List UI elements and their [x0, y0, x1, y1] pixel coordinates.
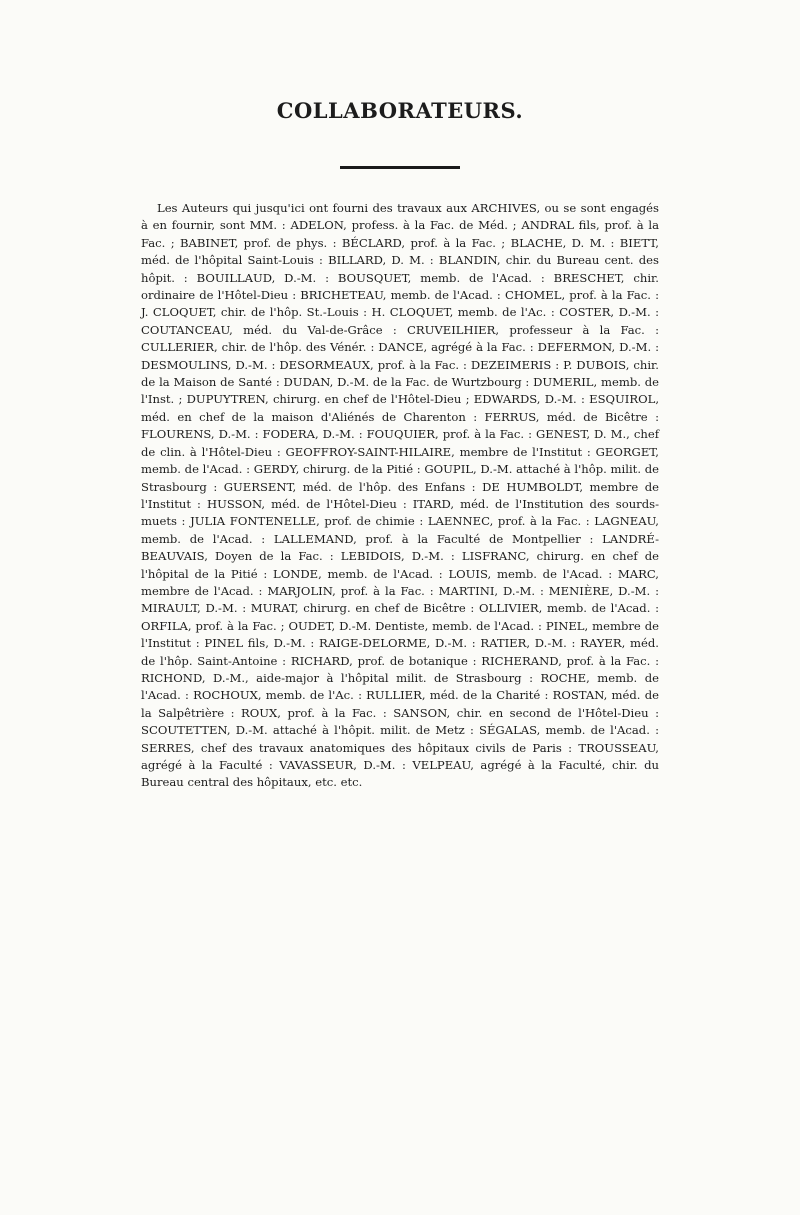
collaborators-paragraph: Les Auteurs qui jusqu'ici ont fourni des travaux aux ARCHIVES, ou se sont engagés à en fournir, sont MM. : ADELON, profess. à la Fac. de Méd. ; ANDRAL fils, prof. à la Fac. ; BABINET, prof. de phys. : BÉCLARD, prof. à la Fac. ; BLACHE, D. M. : BIETT, méd. de l'hôpital Saint-Louis : BILLARD, D. M. : BLANDIN, chir. du Bureau cent. des hôpit. : BOUILLAUD, D.-M. : BOUSQUET, memb. de l'Acad. : BRESCHET, chir. ordinaire de l'Hôtel-Dieu : BRICHETEAU, memb. de l'Acad. : CHOMEL, prof. à la Fac. : J. CLOQUET, chir. de l'hôp. St.-Louis : H. CLOQUET, memb. de l'Ac. : COSTER, D.-M. : COUTANCEAU, méd. du Val-de-Grâce : CRUVEILHIER, professeur à la Fac. : CULLERIER, chir. de l'hôp. des Vénér. : DANCE, agrégé à la Fac. : DEFERMON, D.-M. : DESMOULINS, D.-M. : DESORMEAUX, prof. à la Fac. : DEZEIMERIS : P. DUBOIS, chir. de la Maison de Santé : DUDAN, D.-M. de la Fac. de Wurtzbourg : DUMERIL, memb. de l'Inst. ; DUPUYTREN, chirurg. en chef de l'Hôtel-Dieu ; EDWARDS, D.-M. : ESQUIROL, méd. en chef de la maison d'Aliénés de Charenton : FERRUS, méd. de Bicêtre : FLOURENS, D.-M. : FODERA, D.-M. : FOUQUIER, prof. à la Fac. : GENEST, D. M., chef de clin. à l'Hôtel-Dieu : GEOFFROY-SAINT-HILAIRE, membre de l'Institut : GEORGET, memb. de l'Acad. : GERDY, chirurg. de la Pitié : GOUPIL, D.-M. attaché à l'hôp. milit. de Strasbourg : GUERSENT, méd. de l'hôp. des Enfans : DE HUMBOLDT, membre de l'Institut : HUSSON, méd. de l'Hôtel-Dieu : ITARD, méd. de l'Institution des sourds-muets : JULIA FONTENELLE, prof. de chimie : LAENNEC, prof. à la Fac. : LAGNEAU, memb. de l'Acad. : LALLEMAND, prof. à la Faculté de Montpellier : LANDRÉ-BEAUVAIS, Doyen de la Fac. : LEBIDOIS, D.-M. : LISFRANC, chirurg. en chef de l'hôpital de la Pitié : LONDE, memb. de l'Acad. : LOUIS, memb. de l'Acad. : MARC, membre de l'Acad. : MARJOLIN, prof. à la Fac. : MARTINI, D.-M. : MENIÈRE, D.-M. : MIRAULT, D.-M. : MURAT, chirurg. en chef de Bicêtre : OLLIVIER, memb. de l'Acad. : ORFILA, prof. à la Fac. ; OUDET, D.-M. Dentiste, memb. de l'Acad. : PINEL, membre de l'Institut : PINEL fils, D.-M. : RAIGE-DELORME, D.-M. : RATIER, D.-M. : RAYER, méd. de l'hôp. Saint-Antoine : RICHARD, prof. de botanique : RICHERAND, prof. à la Fac. : RICHOND, D.-M., aide-major à l'hôpital milit. de Strasbourg : ROCHE, memb. de l'Acad. : ROCHOUX, memb. de l'Ac. : RULLIER, méd. de la Charité : ROSTAN, méd. de la Salpêtrière : ROUX, prof. à la Fac. : SANSON, chir. en second de l'Hôtel-Dieu : SCOUTETTEN, D.-M. attaché à l'hôpit. milit. de Metz : SÉGALAS, memb. de l'Acad. : SERRES, chef des travaux anatomiques des hôpitaux civils de Paris : TROUSSEAU, agrégé à la Faculté : VAVASSEUR, D.-M. : VELPEAU, agrégé à la Faculté, chir. du Bureau central des hôpitaux, etc. etc. — [141, 201, 659, 790]
title-divider — [340, 166, 460, 169]
page-title: COLLABORATEURS. — [276, 98, 524, 123]
